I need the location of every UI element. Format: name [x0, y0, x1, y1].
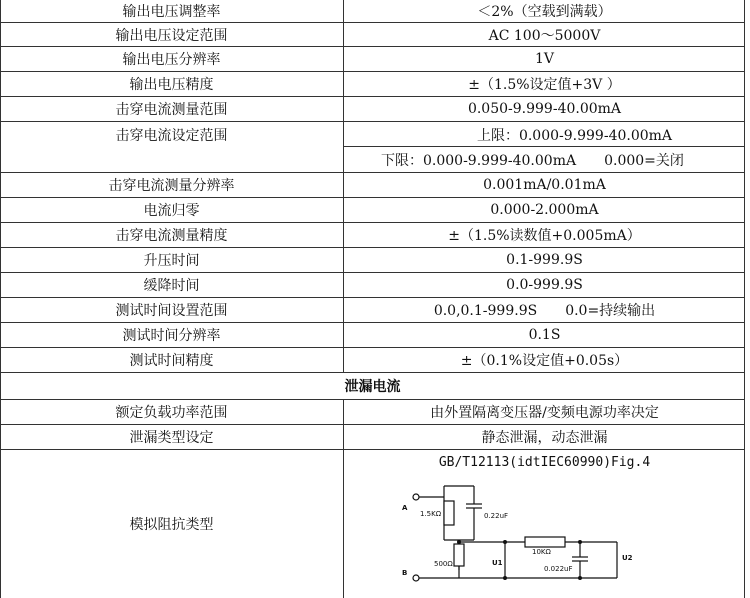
circuit-diagram	[392, 478, 642, 598]
resistor-r1-icon	[444, 501, 454, 525]
table-row	[0, 172, 745, 197]
table-row	[0, 247, 745, 272]
row-label: 输出电压调整率	[0, 0, 344, 22]
table-row	[0, 297, 745, 322]
section-heading-row	[0, 372, 745, 399]
row-label: 输出电压分辨率	[0, 47, 344, 71]
table-row	[0, 46, 745, 71]
row-label: 泄漏类型设定	[0, 425, 344, 449]
row-value: 0.000-2.000mA	[490, 202, 599, 218]
table-row	[0, 222, 745, 247]
row-value: ±（0.1%设定值+0.05s）	[460, 353, 629, 369]
row-label: 击穿电流测量范围	[0, 97, 344, 121]
row-label: 输出电压精度	[0, 72, 344, 96]
c2-label: 0.022uF	[544, 565, 573, 573]
row-value: 1V	[534, 51, 555, 67]
row-label: 缓降时间	[0, 273, 344, 297]
table-row	[0, 272, 745, 297]
row-value: 0.0,0.1-999.9S 0.0=持续输出	[433, 303, 656, 319]
row-value: 0.1S	[528, 327, 561, 343]
terminal-b-label: B	[402, 569, 408, 577]
table-row	[0, 197, 745, 222]
section-heading: 泄漏电流	[344, 379, 401, 395]
row-value: 0.001mA/0.01mA	[483, 177, 606, 193]
r1-label: 1.5KΩ	[420, 510, 442, 518]
row-value: 静态泄漏，动态泄漏	[481, 430, 608, 446]
terminal-a-label: A	[402, 504, 408, 512]
row-label: 额定负载功率范围	[0, 400, 344, 424]
row-label: 测试时间精度	[0, 348, 344, 372]
r2-label: 500Ω	[434, 560, 453, 568]
row-label: 击穿电流设定范围	[0, 122, 344, 172]
resistor-r3-icon	[525, 537, 565, 547]
row-value: 0.050-9.999-40.00mA	[467, 101, 622, 117]
row-label: 击穿电流测量精度	[0, 223, 344, 247]
c1-label: 0.22uF	[484, 512, 509, 520]
row-value: ±（1.5%读数值+0.005mA）	[448, 228, 641, 244]
row-label: 击穿电流测量分辨率	[0, 173, 344, 197]
row-label: 测试时间设置范围	[0, 298, 344, 322]
row-label: 模拟阻抗类型	[0, 450, 344, 598]
u2-label: U2	[622, 554, 633, 562]
row-label: 电流归零	[0, 198, 344, 222]
row-value: 0.1-999.9S	[506, 252, 583, 268]
row-value: ±（1.5%设定值+3V ）	[468, 77, 621, 93]
table-row	[0, 322, 745, 347]
row-value: ＜2%（空载到满载）	[477, 4, 612, 20]
table-row	[0, 399, 745, 424]
table-row	[0, 96, 745, 121]
row-label: 测试时间分辨率	[0, 323, 344, 347]
resistor-r2-icon	[454, 544, 464, 566]
row-value: AC 100～5000V	[488, 27, 601, 44]
table-row	[0, 347, 745, 372]
row-label: 升压时间	[0, 248, 344, 272]
r3-label: 10KΩ	[532, 548, 551, 556]
table-row	[0, 22, 745, 46]
table-row	[0, 424, 745, 449]
row-value: 0.0-999.9S	[506, 277, 583, 293]
row-value-secondary: 下限：0.000-9.999-40.00mA 0.000=关闭	[344, 146, 745, 172]
table-row	[0, 0, 745, 22]
row-label: 输出电压设定范围	[0, 23, 344, 46]
u1-label: U1	[492, 559, 503, 567]
terminal-a-icon	[413, 494, 419, 500]
terminal-b-icon	[413, 575, 419, 581]
row-value: 由外置隔离变压器/变频电源功率决定	[430, 405, 659, 421]
row-value: 上限：0.000-9.999-40.00mA	[476, 127, 673, 144]
table-row	[0, 71, 745, 96]
row-value: GB/T12113(idtIEC60990)Fig.4	[438, 455, 651, 470]
